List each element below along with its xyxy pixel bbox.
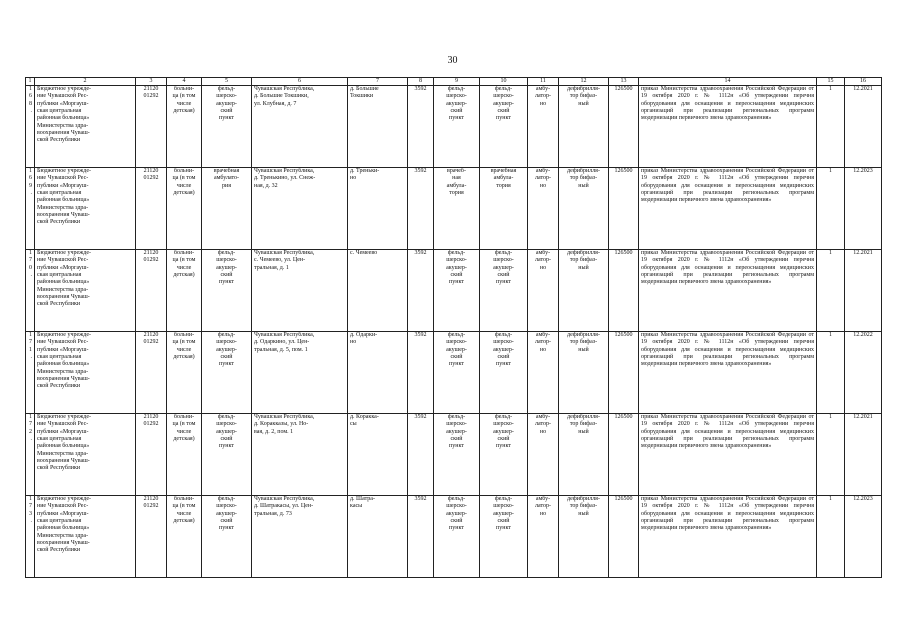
- unit-type-3: фельд- шерско- акушер- ский пункт: [480, 86, 528, 168]
- unit-type: фельд- шерско- акушер- ский пункт: [202, 496, 252, 578]
- institution-type: больни- ца (в том числе детская): [167, 332, 202, 414]
- unit-type-3: фельд- шерско- акушер- ский пункт: [480, 250, 528, 332]
- unit-type-2: фельд- шерско- акушер- ский пункт: [434, 86, 480, 168]
- care-condition: амбу- латор- но: [528, 168, 559, 250]
- code-3592: 3592: [408, 86, 434, 168]
- unit-type: фельд- шерско- акушер- ский пункт: [202, 414, 252, 496]
- delivery-date: 12.2021: [845, 414, 882, 496]
- quantity: 1: [817, 168, 845, 250]
- code-3592: 3592: [408, 496, 434, 578]
- row-number: 170.: [26, 250, 35, 332]
- institution-name: Бюджетное учрежде- ние Чувашской Рес- публики «Моргауш- ская центральная районная больница» Министерства здра- воохранения Чуваш- ской Республики: [35, 414, 136, 496]
- equipment-name: дефибрилля- тор бифаз- ный: [559, 414, 609, 496]
- institution-code: 21120 01292: [136, 496, 167, 578]
- institution-name: Бюджетное учрежде- ние Чувашской Рес- публики «Моргауш- ская центральная районная больница» Министерства здра- воохранения Чуваш- ской Республики: [35, 86, 136, 168]
- header-cell: 12: [559, 78, 609, 86]
- unit-type-2: врачеб- ная амбула- тория: [434, 168, 480, 250]
- equipment-table: [25, 77, 882, 578]
- header-cell: 4: [167, 78, 202, 86]
- address: Чувашская Республика, д. Большие Токшики, ул. Клубная, д. 7: [252, 86, 348, 168]
- header-row: [26, 78, 882, 86]
- legal-basis: приказ Министерства здравоохранения Российской Федерации от 19 октября 2020 г. № 1112н «Об утверждении перечня оборудования для оснащения и переоснащения медицинских организаций при реализации региональных программ модернизации первичного звена здравоохранения»: [639, 168, 817, 250]
- delivery-date: 12.2022: [845, 332, 882, 414]
- row-number: 173.: [26, 496, 35, 578]
- table-row: [26, 496, 882, 578]
- address: Чувашская Республика, д. Тренькино, ул. Снеж- ная, д. 32: [252, 168, 348, 250]
- care-condition: амбу- латор- но: [528, 496, 559, 578]
- equipment-name: дефибрилля- тор бифаз- ный: [559, 86, 609, 168]
- table-row: [26, 332, 882, 414]
- institution-code: 21120 01292: [136, 168, 167, 250]
- institution-type: больни- ца (в том числе детская): [167, 414, 202, 496]
- equipment-name: дефибрилля- тор бифаз- ный: [559, 250, 609, 332]
- header-cell: 14: [639, 78, 817, 86]
- header-cell: 9: [434, 78, 480, 86]
- institution-type: больни- ца (в том числе детская): [167, 168, 202, 250]
- header-cell: 6: [252, 78, 348, 86]
- price: 126500: [609, 250, 639, 332]
- price: 126500: [609, 414, 639, 496]
- table-row: [26, 250, 882, 332]
- delivery-date: 12.2023: [845, 496, 882, 578]
- code-3592: 3592: [408, 250, 434, 332]
- unit-type: фельд- шерско- акушер- ский пункт: [202, 332, 252, 414]
- table-row: [26, 86, 882, 168]
- unit-type: врачебная амбулато- рия: [202, 168, 252, 250]
- institution-name: Бюджетное учрежде- ние Чувашской Рес- публики «Моргауш- ская центральная районная больница» Министерства здра- воохранения Чуваш- ской Республики: [35, 496, 136, 578]
- settlement: д. Большие Токшики: [348, 86, 408, 168]
- care-condition: амбу- латор- но: [528, 86, 559, 168]
- equipment-name: дефибрилля- тор бифаз- ный: [559, 496, 609, 578]
- institution-name: Бюджетное учрежде- ние Чувашской Рес- публики «Моргауш- ская центральная районная больница» Министерства здра- воохранения Чуваш- ской Республики: [35, 332, 136, 414]
- quantity: 1: [817, 250, 845, 332]
- code-3592: 3592: [408, 414, 434, 496]
- header-cell: 13: [609, 78, 639, 86]
- unit-type-2: фельд- шерско- акушер- ский пункт: [434, 496, 480, 578]
- delivery-date: 12.2023: [845, 168, 882, 250]
- header-cell: 1: [26, 78, 35, 86]
- institution-name: Бюджетное учрежде- ние Чувашской Рес- публики «Моргауш- ская центральная районная больница» Министерства здра- воохранения Чуваш- ской Республики: [35, 250, 136, 332]
- code-3592: 3592: [408, 332, 434, 414]
- table-row: [26, 168, 882, 250]
- header-cell: 16: [845, 78, 882, 86]
- code-3592: 3592: [408, 168, 434, 250]
- header-cell: 2: [35, 78, 136, 86]
- header-cell: 7: [348, 78, 408, 86]
- care-condition: амбу- латор- но: [528, 332, 559, 414]
- unit-type-2: фельд- шерско- акушер- ский пункт: [434, 332, 480, 414]
- table-body: [26, 78, 882, 578]
- settlement: д. Одарки- но: [348, 332, 408, 414]
- care-condition: амбу- латор- но: [528, 414, 559, 496]
- equipment-name: дефибрилля- тор бифаз- ный: [559, 332, 609, 414]
- settlement: с. Чемеево: [348, 250, 408, 332]
- legal-basis: приказ Министерства здравоохранения Российской Федерации от 19 октября 2020 г. № 1112н «Об утверждении перечня оборудования для оснащения и переоснащения медицинских организаций при реализации региональных программ модернизации первичного звена здравоохранения»: [639, 86, 817, 168]
- quantity: 1: [817, 332, 845, 414]
- unit-type: фельд- шерско- акушер- ский пункт: [202, 250, 252, 332]
- page-number: 30: [447, 55, 458, 66]
- row-number: 169.: [26, 168, 35, 250]
- unit-type-3: врачебная амбула- тория: [480, 168, 528, 250]
- price: 126500: [609, 86, 639, 168]
- institution-name: Бюджетное учрежде- ние Чувашской Рес- публики «Моргауш- ская центральная районная больница» Министерства здра- воохранения Чуваш- ской Республики: [35, 168, 136, 250]
- address: Чувашская Республика, д. Шатракасы, ул. Цен- тральная, д. 73: [252, 496, 348, 578]
- header-cell: 3: [136, 78, 167, 86]
- care-condition: амбу- латор- но: [528, 250, 559, 332]
- legal-basis: приказ Министерства здравоохранения Российской Федерации от 19 октября 2020 г. № 1112н «Об утверждении перечня оборудования для оснащения и переоснащения медицинских организаций при реализации региональных программ модернизации первичного звена здравоохранения»: [639, 332, 817, 414]
- institution-code: 21120 01292: [136, 414, 167, 496]
- quantity: 1: [817, 86, 845, 168]
- institution-type: больни- ца (в том числе детская): [167, 496, 202, 578]
- quantity: 1: [817, 414, 845, 496]
- settlement: д. Треньки- но: [348, 168, 408, 250]
- delivery-date: 12.2021: [845, 86, 882, 168]
- institution-type: больни- ца (в том числе детская): [167, 86, 202, 168]
- row-number: 171.: [26, 332, 35, 414]
- price: 126500: [609, 332, 639, 414]
- header-cell: 15: [817, 78, 845, 86]
- header-cell: 11: [528, 78, 559, 86]
- unit-type-3: фельд- шерско- акушер- ский пункт: [480, 332, 528, 414]
- unit-type-3: фельд- шерско- акушер- ский пункт: [480, 414, 528, 496]
- unit-type-3: фельд- шерско- акушер- ский пункт: [480, 496, 528, 578]
- unit-type-2: фельд- шерско- акушер- ский пункт: [434, 250, 480, 332]
- legal-basis: приказ Министерства здравоохранения Российской Федерации от 19 октября 2020 г. № 1112н «Об утверждении перечня оборудования для оснащения и переоснащения медицинских организаций при реализации региональных программ модернизации первичного звена здравоохранения»: [639, 414, 817, 496]
- institution-code: 21120 01292: [136, 86, 167, 168]
- legal-basis: приказ Министерства здравоохранения Российской Федерации от 19 октября 2020 г. № 1112н «Об утверждении перечня оборудования для оснащения и переоснащения медицинских организаций при реализации региональных программ модернизации первичного звена здравоохранения»: [639, 496, 817, 578]
- header-cell: 5: [202, 78, 252, 86]
- header-cell: 8: [408, 78, 434, 86]
- institution-type: больни- ца (в том числе детская): [167, 250, 202, 332]
- equipment-name: дефибрилля- тор бифаз- ный: [559, 168, 609, 250]
- unit-type-2: фельд- шерско- акушер- ский пункт: [434, 414, 480, 496]
- settlement: д. Шатра- касы: [348, 496, 408, 578]
- legal-basis: приказ Министерства здравоохранения Российской Федерации от 19 октября 2020 г. № 1112н «Об утверждении перечня оборудования для оснащения и переоснащения медицинских организаций при реализации региональных программ модернизации первичного звена здравоохранения»: [639, 250, 817, 332]
- address: Чувашская Республика, д. Коракказы, ул. Но- вая, д. 2, пом. 1: [252, 414, 348, 496]
- institution-code: 21120 01292: [136, 250, 167, 332]
- address: Чувашская Республика, д. Одаркино, ул. Цен- тральная, д. 5, пом. 1: [252, 332, 348, 414]
- unit-type: фельд- шерско- акушер- ский пункт: [202, 86, 252, 168]
- delivery-date: 12.2021: [845, 250, 882, 332]
- quantity: 1: [817, 496, 845, 578]
- row-number: 172.: [26, 414, 35, 496]
- row-number: 168.: [26, 86, 35, 168]
- address: Чувашская Республика, с. Чемеево, ул. Цен- тральная, д. 1: [252, 250, 348, 332]
- header-cell: 10: [480, 78, 528, 86]
- table-row: [26, 414, 882, 496]
- institution-code: 21120 01292: [136, 332, 167, 414]
- settlement: д. Коракка- сы: [348, 414, 408, 496]
- price: 126500: [609, 496, 639, 578]
- price: 126500: [609, 168, 639, 250]
